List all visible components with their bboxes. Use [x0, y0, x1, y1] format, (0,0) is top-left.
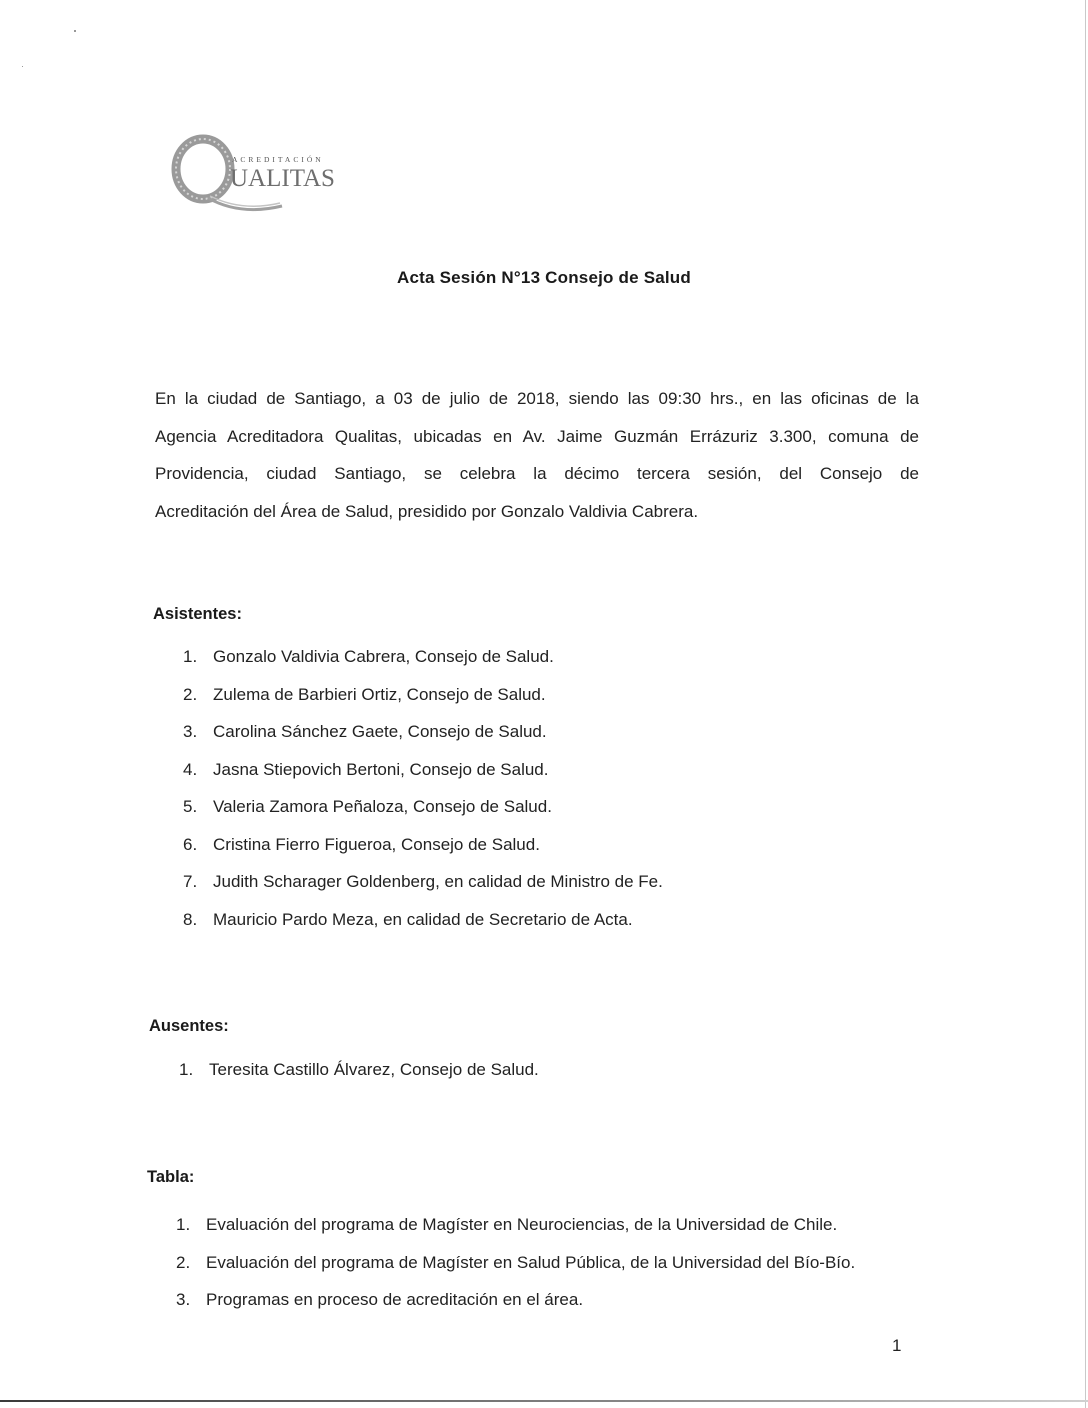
- list-item-number: 2.: [176, 1252, 191, 1272]
- scan-speck: [74, 30, 76, 32]
- list-item-number: 3.: [183, 722, 198, 741]
- list-item-text: Zulema de Barbieri Ortiz, Consejo de Salud.: [213, 684, 546, 704]
- list-item-text: Programas en proceso de acreditación en el área.: [206, 1290, 584, 1309]
- tabla-heading-colon: :: [188, 1168, 195, 1186]
- list-item: [183, 863, 663, 901]
- asistentes-heading-colon: :: [236, 605, 242, 623]
- list-item-number: 1.: [179, 1060, 194, 1079]
- document-title: Acta Sesión N°13 Consejo de Salud: [397, 268, 691, 287]
- list-item: [183, 713, 663, 751]
- list-item: [176, 1281, 855, 1319]
- scan-speck: [22, 66, 23, 67]
- list-item: [183, 676, 663, 714]
- list-item: [176, 1244, 855, 1282]
- list-item: [183, 638, 663, 676]
- list-item-number: 2.: [183, 684, 198, 704]
- list-item-number: 8.: [183, 909, 198, 929]
- scan-edge-right: [1085, 0, 1086, 1408]
- list-item-number: 7.: [183, 872, 198, 891]
- list-item-text: Cristina Fierro Figueroa, Consejo de Salud.: [213, 834, 540, 854]
- list-item: [183, 826, 663, 864]
- logo-small-text: ACREDITACIÓN: [232, 155, 324, 164]
- tabla-heading: [147, 1168, 194, 1187]
- ausentes-list: [179, 1051, 539, 1089]
- list-item-number: 5.: [183, 797, 198, 816]
- list-item-text: Judith Scharager Goldenberg, en calidad de Ministro de Fe.: [213, 872, 663, 891]
- ausentes-heading: [149, 1017, 229, 1036]
- list-item-number: 4.: [183, 759, 198, 779]
- list-item-number: 3.: [176, 1290, 191, 1309]
- ausentes-heading-colon: :: [223, 1017, 229, 1035]
- list-item: [183, 751, 663, 789]
- list-item-text: Carolina Sánchez Gaete, Consejo de Salud.: [213, 722, 547, 741]
- intro-line: Acreditación del Área de Salud, presidido por Gonzalo Valdivia Cabrera.: [155, 501, 699, 521]
- intro-line: En la ciudad de Santiago, a 03 de julio de 2018, siendo las 09:30 hrs., en las oficinas de la: [155, 389, 919, 408]
- qualitas-logo: [170, 132, 350, 214]
- qualitas-logo-mark: [170, 132, 350, 214]
- tabla-heading-label: Tabla: [147, 1168, 189, 1186]
- intro-line: Agencia Acreditadora Qualitas, ubicadas en Av. Jaime Guzmán Errázuriz 3.300, comuna de: [155, 426, 919, 446]
- ausentes-heading-label: Ausentes: [149, 1017, 224, 1035]
- list-item-text: Teresita Castillo Álvarez, Consejo de Salud.: [209, 1060, 539, 1079]
- asistentes-heading: [153, 605, 242, 624]
- list-item-text: Evaluación del programa de Magíster en Neurociencias, de la Universidad de Chile.: [206, 1215, 838, 1234]
- list-item: [176, 1206, 855, 1244]
- list-item-text: Mauricio Pardo Meza, en calidad de Secretario de Acta.: [213, 909, 633, 929]
- logo-big-text: UALITAS: [230, 165, 335, 192]
- list-item: [183, 788, 663, 826]
- page-number: 1: [892, 1336, 902, 1355]
- list-item-text: Valeria Zamora Peñaloza, Consejo de Salud.: [213, 797, 552, 816]
- intro-line: Providencia, ciudad Santiago, se celebra la décimo tercera sesión, del Consejo de: [155, 464, 919, 483]
- scan-edge-bottom: [0, 1400, 1088, 1402]
- list-item-number: 6.: [183, 834, 198, 854]
- list-item-text: Gonzalo Valdivia Cabrera, Consejo de Salud.: [213, 647, 554, 666]
- list-item-number: 1.: [183, 647, 198, 666]
- intro-paragraph: [155, 380, 919, 530]
- list-item: [183, 901, 663, 939]
- asistentes-heading-label: Asistentes: [153, 605, 237, 623]
- list-item-text: Jasna Stiepovich Bertoni, Consejo de Salud.: [213, 759, 549, 779]
- asistentes-list: [183, 638, 663, 938]
- list-item-number: 1.: [176, 1215, 191, 1234]
- list-item-text: Evaluación del programa de Magíster en Salud Pública, de la Universidad del Bío-Bío.: [206, 1252, 856, 1272]
- tabla-list: [176, 1206, 855, 1319]
- list-item: [179, 1051, 539, 1089]
